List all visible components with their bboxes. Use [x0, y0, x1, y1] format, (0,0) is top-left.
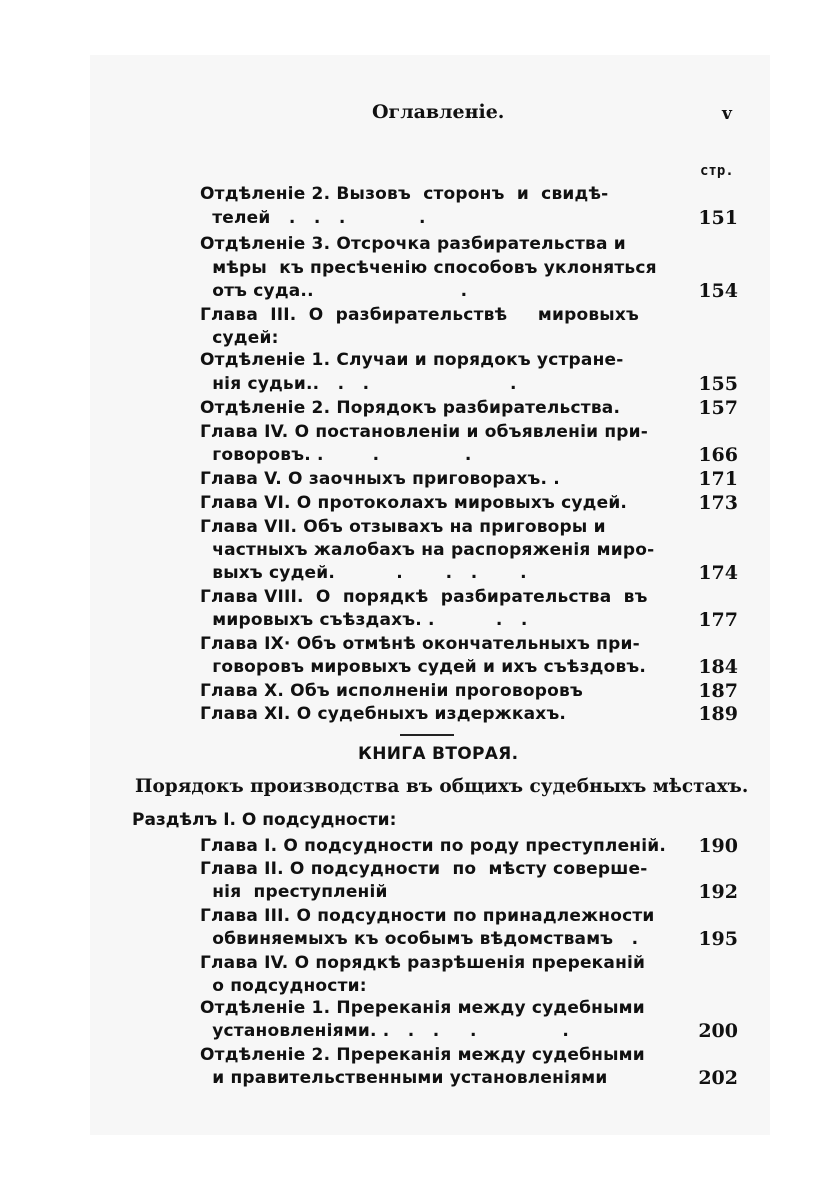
toc-line: Отдѣленіе 2. Порядокъ разбирательства.: [200, 398, 621, 418]
toc-page-number: 187: [698, 680, 738, 702]
toc-page-number: 166: [698, 444, 738, 466]
toc-page-number: 195: [698, 928, 738, 950]
page-column-label: стр.: [700, 163, 734, 179]
toc-line: нія судьи.. . . .: [200, 374, 517, 394]
toc-line: выхъ судей. . . . .: [200, 563, 527, 583]
toc-line: мировыхъ съѣздахъ. . . .: [200, 610, 528, 630]
toc-line: Глава III. О подсудности по принадлежности: [200, 906, 655, 926]
toc-line: Глава V. О заочныхъ приговорахъ. .: [200, 469, 560, 489]
toc-line: Отдѣленіе 1. Пререканія между судебными: [200, 998, 645, 1018]
toc-line: телей . . . .: [200, 208, 426, 228]
toc-line: Глава III. О разбирательствѣ мировыхъ: [200, 305, 640, 325]
toc-line: Глава II. О подсудности по мѣсту соверше-: [200, 859, 648, 879]
toc-line: Отдѣленіе 2. Пререканія между судебными: [200, 1045, 645, 1065]
toc-page-number: 151: [698, 207, 738, 229]
toc-line: мѣры къ пресѣченію способовъ уклоняться: [200, 258, 657, 278]
toc-line: Глава I. О подсудности по роду преступленій.: [200, 836, 667, 856]
toc-line: Глава IX· Объ отмѣнѣ окончательныхъ при-: [200, 634, 640, 654]
page-number: v: [722, 104, 732, 124]
toc-page-number: 155: [698, 373, 738, 395]
toc-line: обвиняемыхъ къ особымъ вѣдомствамъ .: [200, 929, 639, 949]
book-title: КНИГА ВТОРАЯ.: [358, 744, 519, 764]
toc-line: и правительственными установленіями: [200, 1068, 608, 1088]
toc-line: частныхъ жалобахъ на распоряженія миро-: [200, 540, 655, 560]
toc-line: Глава VI. О протоколахъ мировыхъ судей.: [200, 493, 628, 513]
toc-page-number: 184: [698, 656, 738, 678]
toc-page-number: 173: [698, 492, 738, 514]
toc-page-number: 154: [698, 280, 738, 302]
toc-line: говоровъ мировыхъ судей и ихъ съѣздовъ.: [200, 657, 647, 677]
toc-page-number: 192: [698, 881, 738, 903]
section-heading: Раздѣлъ I. О подсудности:: [132, 810, 397, 830]
divider: [400, 734, 454, 736]
toc-page-number: 189: [698, 703, 738, 725]
toc-line: Отдѣленіе 2. Вызовъ сторонъ и свидѣ-: [200, 184, 609, 204]
toc-line: Отдѣленіе 3. Отсрочка разбирательства и: [200, 234, 626, 254]
toc-page-number: 177: [698, 609, 738, 631]
toc-page-number: 190: [698, 835, 738, 857]
toc-line: Глава XI. О судебныхъ издержкахъ.: [200, 704, 567, 724]
toc-page-number: 171: [698, 468, 738, 490]
toc-line: Отдѣленіе 1. Случаи и порядокъ устране-: [200, 350, 624, 370]
toc-line: нія преступленій: [200, 882, 388, 902]
toc-line: Глава X. Объ исполненіи проговоровъ: [200, 681, 583, 701]
toc-line: судей:: [200, 328, 279, 348]
toc-line: о подсудности:: [200, 976, 367, 996]
toc-line: Глава VIII. О порядкѣ разбирательства въ: [200, 587, 648, 607]
page-title: Оглавленіе.: [372, 101, 505, 123]
toc-line: Глава VII. Объ отзывахъ на приговоры и: [200, 517, 606, 537]
toc-line: Глава IV. О порядкѣ разрѣшенія пререканій: [200, 953, 646, 973]
toc-line: отъ суда.. .: [200, 281, 468, 301]
toc-page-number: 174: [698, 562, 738, 584]
toc-page-number: 200: [698, 1020, 738, 1042]
part-title: Порядокъ производства въ общихъ судебныхъ мѣстахъ.: [135, 776, 749, 797]
toc-line: говоровъ. . . .: [200, 445, 472, 465]
toc-page-number: 157: [698, 397, 738, 419]
toc-line: установленіями. . . . . .: [200, 1021, 570, 1041]
toc-line: Глава IV. О постановленіи и объявленіи при-: [200, 422, 649, 442]
toc-page-number: 202: [698, 1067, 738, 1089]
